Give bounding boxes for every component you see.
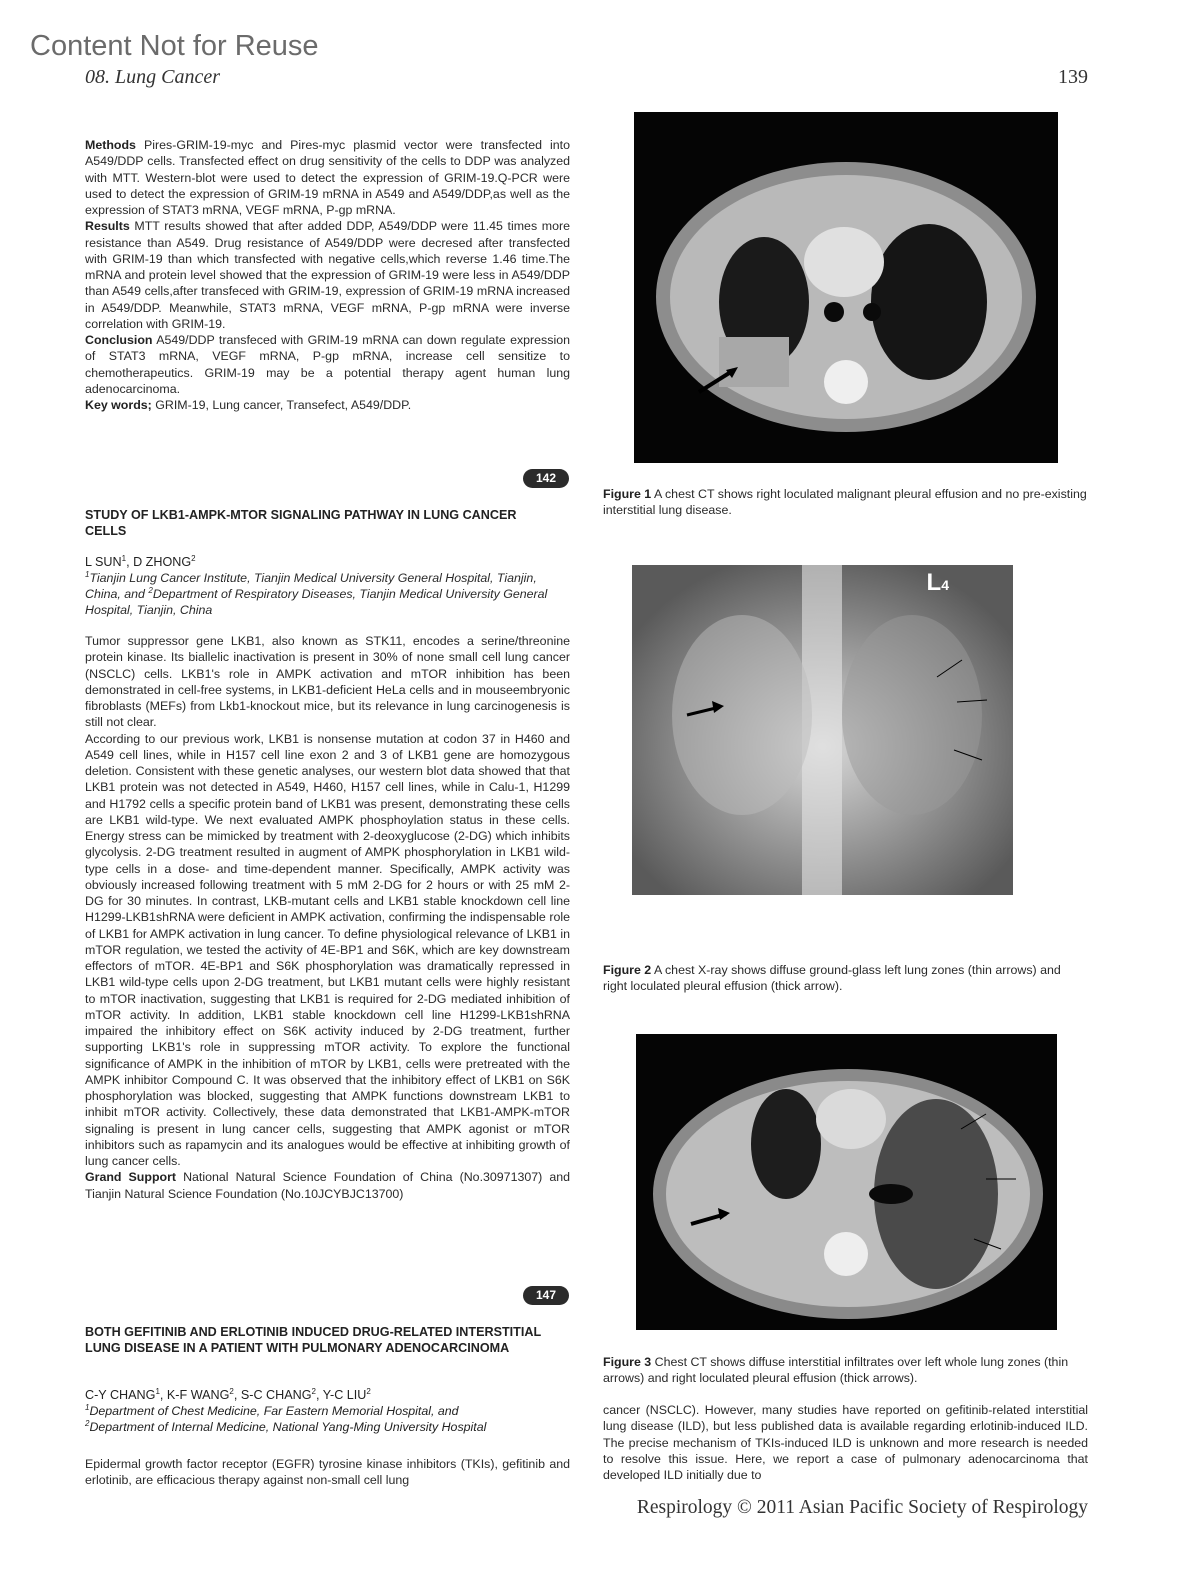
- affiliations: $^1$Tianjin Lung Cancer Institute, Tianjin Medical University General Hospital, Tianjin, China, and $^2$Department of Respiratory Diseases, Tianjin Medical University General Hospital, Tianjin, China: [85, 569, 548, 617]
- support-paragraph: Grand Support National Natural Science Foundation of China (No.30971307) and Tianjin Natural Science Foundation (No.10JCYBJC13700): [85, 1170, 570, 1201]
- affiliations: $^1$Department of Chest Medicine, Far Eastern Memorial Hospital, and $^2$Department of Internal Medicine, National Yang-Ming University Hospital: [85, 1402, 487, 1434]
- watermark: Content Not for Reuse: [30, 30, 319, 62]
- image-marker-label: L4: [926, 569, 949, 596]
- results-label: Results: [85, 219, 130, 234]
- abstract-number-badge: 142: [523, 469, 569, 488]
- author: L SUN$^1$,: [85, 553, 134, 569]
- abstract-body-continued: [603, 1402, 1088, 1483]
- abstract-previous: [85, 137, 570, 413]
- conclusion-label: Conclusion: [85, 333, 153, 347]
- abstract-body: [85, 1456, 570, 1489]
- methods-label: Methods: [85, 138, 136, 152]
- figure-2-caption: Figure 2 A chest X-ray shows diffuse ground-glass left lung zones (thin arrows) and right loculated pleural effusion (thick arrow).: [603, 963, 1061, 993]
- keywords-text: GRIM-19, Lung cancer, Transefect, A549/DDP.: [151, 398, 412, 412]
- results-paragraph: [85, 218, 570, 332]
- xray-graphic: [632, 565, 1013, 895]
- abstract-title: STUDY OF LKB1-AMPK-MTOR SIGNALING PATHWAY IN LUNG CANCER CELLS: [85, 508, 517, 538]
- abstract-body: [85, 633, 570, 1202]
- author: D ZHONG$^2$: [133, 553, 196, 569]
- figure-3-ct-image: [636, 1034, 1057, 1330]
- body-paragraph: Epidermal growth factor receptor (EGFR) tyrosine kinase inhibitors (TKIs), gefitinib and erlotinib, are efficacious therapy against non-small cell lung: [85, 1457, 570, 1488]
- author-list: C-Y CHANG$^1$, K-F WANG$^2$, S-C CHANG$^2$, Y-C LIU$^2$: [85, 1386, 371, 1402]
- methods-text: Pires-GRIM-19-myc and Pires-myc plasmid vector were transfected into A549/DDP cells. Transfected effect on drug sensitivity of the cells to DDP was analyzed with MTT. Western-blot were used to detect the expression of GRIM-19.Q-PCR were used to detect the expression of GRIM-19 mRNA in A549 and A549/DDP,as well as the expression of STAT3 mRNA, VEGF mRNA, P-gp mRNA.: [85, 138, 570, 217]
- methods-paragraph: [85, 137, 570, 218]
- body-paragraph: Tumor suppressor gene LKB1, also known as STK11, encodes a serine/threonine protein kinase. Its biallelic inactivation is present in 30% of none small cell lung cancer (NSCLC) cells. LKB1's role in AMPK activation and mTOR inhibition has been demonstrated in cell-free systems, in LKB1-deficient HeLa cells and in mouseembryonic fibroblasts (MEFs) from Lkb1-knockout mice, but its relevance in lung carcinogenesis is still not clear.: [85, 634, 570, 730]
- results-text: MTT results showed that after added DDP, A549/DDP were 11.45 times more resistance than A549. Drug resistance of A549/DDP were decresed after transfected with GRIM-19 than which transfected with negative cells,which reverse 1.46 time.The mRNA and protein level showed that the expression of GRIM-19 were less in A549/DDP than A549 cells,after transfeced with GRIM-19, expression of GRIM-19 mRNA increased in A549/DDP. Meanwhile, STAT3 mRNA, VEGF mRNA, P-gp mRNA were inverse correlation with GRIM-19.: [85, 219, 570, 331]
- author-list: [85, 554, 196, 570]
- ct-scan-graphic: [636, 1034, 1057, 1330]
- body-paragraph: cancer (NSCLC). However, many studies have reported on gefitinib-related interstitial lung disease (ILD), but less published data is available regarding erlotinib-induced ILD. The precise mechanism of TKIs-induced ILD is unknown and more research is needed to resolve this issue. Here, we report a case of pulmonary adenocarcinoma that developed ILD initially due to: [603, 1403, 1088, 1482]
- conclusion-text: A549/DDP transfeced with GRIM-19 mRNA can down regulate expression of STAT3 mRNA, VEGF mRNA, P-gp mRNA, increase cell sensitize to chemotherapeutics. GRIM-19 may be a potential therapy agent human lung adenocarcinoma.: [85, 333, 570, 396]
- keywords-paragraph: [85, 397, 570, 413]
- abstract-number-badge: 147: [523, 1286, 569, 1305]
- figure-3-caption: Figure 3 Chest CT shows diffuse interstitial infiltrates over left whole lung zones (thin arrows) and right loculated pleural effusion (thick arrows).: [603, 1355, 1069, 1385]
- figure-1-caption: Figure 1 A chest CT shows right loculated malignant pleural effusion and no pre-existing interstitial lung disease.: [603, 487, 1087, 517]
- keywords-label: Key words;: [85, 398, 152, 412]
- figure-2-xray-image: [632, 565, 1013, 895]
- page-number: 139: [1058, 66, 1088, 88]
- ct-scan-graphic: [634, 112, 1058, 463]
- section-title: 08. Lung Cancer: [85, 66, 220, 88]
- abstract-title: BOTH GEFITINIB AND ERLOTINIB INDUCED DRUG-RELATED INTERSTITIAL LUNG DISEASE IN A PATIENT WITH PULMONARY ADENOCARCINOMA: [85, 1325, 541, 1355]
- journal-footer: Respirology © 2011 Asian Pacific Society of Respirology: [636, 1497, 1088, 1518]
- conclusion-paragraph: [85, 332, 570, 397]
- body-paragraph: According to our previous work, LKB1 is nonsense mutation at codon 37 in H460 and A549 cell lines, while in H157 cell line exon 2 and 3 of LKB1 gene are homozygous deletion. Consistent with these genetic analyses, our western blot data showed that that LKB1 protein was not detected in A549, H460, H157 cell lines, while in Calu-1, H1299 and H1792 cells a specific protein band of LKB1 was present, demonstrating these cells are LKB1 wild-type. We next evaluated AMPK phosphoylation status in these cells. Energy stress can be mimicked by treatment with 2-deoxyglucose (2-DG) which inhibits glycolysis. 2-DG treatment resulted in augment of AMPK phosphorylation in LKB1 wild-type cells in a dose- and time-dependent manner. Specifically, AMPK activity was obviously increased following treatment with 5 mM 2-DG for 2 hours or with 25 mM 2-DG for 30 minutes. In contrast, LKB-mutant cells and LKB1 stable knockdown cell line H1299-LKB1shRNA were deficient in AMPK activation, confirming the indispensable role of LKB1 for AMPK activation in lung cancer. To define physiological relevance of LKB1 in mTOR regulation, we tested the activity of 4E-BP1 and S6K, which are key downstream effectors of mTOR. 4E-BP1 and S6K phosphorylation was dramatically repressed in LKB1 wild-type cells upon 2-DG treatment, but LKB1 mutant cells were highly resistant to mTOR inactivation, suggesting that LKB1 is required for 2-DG mediated inhibition of mTOR activity. In addition, LKB1 stable knockdown cell line H1299-LKB1shRNA impaired the inhibitory effect on S6K activity induced by 2-DG treatment, further supporting LKB1's role in suppressing mTOR activity. To explore the functional significance of AMPK in the inhibition of mTOR by LKB1, cells were pretreated with the AMPK inhibitor Compound C. It was observed that the inhibitory effect of LKB1 on S6K phosphorylation was blocked, suggesting that AMPK functions downstream LKB1 to inhibit mTOR activity. Collectively, these data demonstrated that LKB1-AMPK-mTOR signaling is present in lung cancer cells, suggesting that AMPK agonist or mTOR inhibitors such as rapamycin and its analogues would be effective at inhibiting growth of lung cancer cells.: [85, 731, 570, 1168]
- figure-1-ct-image: [634, 112, 1058, 463]
